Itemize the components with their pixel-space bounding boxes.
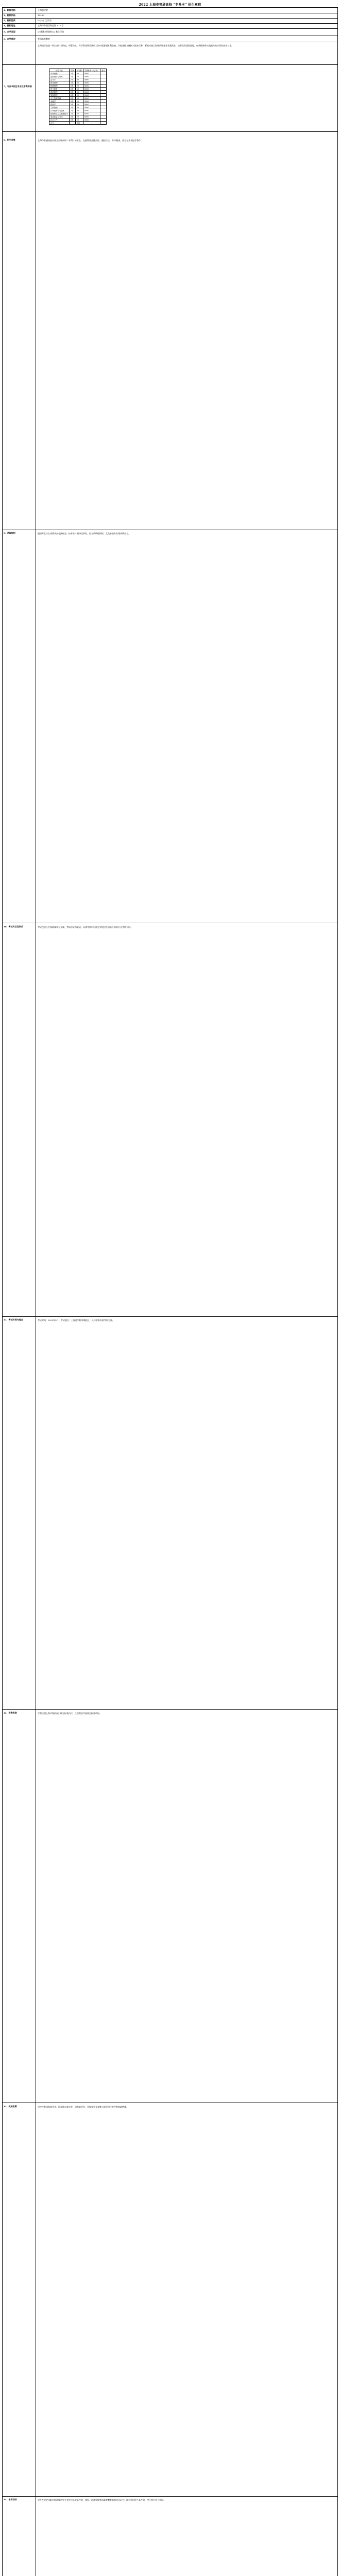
plan-cell: 6500 [83, 109, 100, 112]
plan-cell: 30 [75, 109, 83, 112]
row-label: 1、院校名称 [4, 9, 15, 11]
plan-cell: 30 [75, 78, 83, 81]
section-text: 上海市普通高校应届全日制高职（专科）毕业生，在校期间品德良好、遵纪守法，身体健康，符合专升本报考条件。 [38, 139, 143, 142]
section-divider [3, 1316, 337, 1317]
row-value: ☑ 普通本科院校 □ 独立学院 [38, 30, 64, 33]
plan-cell: 2年 [69, 115, 75, 118]
section-label: 9、录取规则 [4, 532, 15, 534]
intro-paragraph: 上海商学院是一所以商科为特色，经管为主，多学科协调发展的上海市属普通本科高校。学校坚持立德树人根本任务，紧密对接上海现代服务业发展需求，培养具有国际视野、创新精神和实践能力的应用型商业人才。 [38, 44, 233, 47]
row-label: 7、专升本招生专业及学费标准 [4, 85, 32, 88]
plan-cell: 5000 [83, 118, 100, 122]
section-label: 12、收费标准 [4, 1711, 17, 1714]
plan-cell: 工商管理 [49, 106, 70, 109]
plan-cell: 旅游管理 [49, 94, 70, 97]
row-label: 6、办学层次 [4, 38, 15, 40]
plan-header: 学费标准（元/年） [83, 69, 100, 72]
plan-cell: 20 [75, 88, 83, 91]
plan-cell: 20 [75, 103, 83, 106]
plan-cell: 5000 [83, 81, 100, 84]
plan-cell: 20 [75, 115, 83, 118]
plan-cell: 2年 [69, 118, 75, 122]
plan-table [49, 69, 107, 125]
plan-cell: 市场营销 [49, 72, 70, 75]
row-label: 4、院校地址 [4, 24, 15, 27]
row-label: 5、办学类型 [4, 30, 15, 33]
plan-cell: 20 [75, 100, 83, 103]
plan-cell: 物流管理 [49, 84, 70, 88]
plan-cell: 2年 [69, 78, 75, 81]
plan-cell: 2年 [69, 81, 75, 84]
plan-cell: 5000 [83, 100, 100, 103]
plan-cell: 2年 [69, 100, 75, 103]
section-label: 13、奖助政策 [4, 2105, 17, 2108]
row-value: ☑ 公办 □ 民办 [38, 19, 52, 22]
row-value: 10299 [38, 14, 44, 16]
plan-cell: 5000 [83, 106, 100, 109]
plan-cell: 6500 [83, 112, 100, 115]
plan-cell: 合计 [49, 122, 70, 125]
plan-cell: 2年 [69, 94, 75, 97]
plan-cell: 2年 [69, 75, 75, 78]
plan-cell: 20 [75, 118, 83, 122]
section-label: 10、考试科目及形式 [4, 925, 23, 928]
plan-cell: 财务管理 [49, 81, 70, 84]
plan-cell: 20 [75, 97, 83, 100]
plan-cell: 2年 [69, 112, 75, 115]
plan-cell: 食品质量与安全 [49, 115, 70, 118]
plan-cell: 30 [75, 72, 83, 75]
plan-cell: 5000 [83, 75, 100, 78]
section-text: 考试包括公共基础课和专业课，考试形式为笔试。具体考试科目详见学校招生网站公布的专业考试大纲。 [38, 926, 132, 928]
plan-cell: 2年 [69, 103, 75, 106]
section-divider [3, 2496, 337, 2497]
row-label: 2、院校代码 [4, 14, 15, 16]
plan-cell: 2年 [69, 72, 75, 75]
section-text: 学生在规定年限内修满规定学分并符合毕业条件的，颁发上海商学院普通高等教育本科毕业证书；符合学位授予条件的，授予相应学士学位。 [38, 2499, 165, 2501]
row-value: 上海商学院 [38, 9, 48, 11]
plan-cell: 5000 [83, 84, 100, 88]
section-text: 学校设有国家奖学金、国家励志奖学金、国家助学金、学校奖学金及勤工助学岗位等多种奖助措施。 [38, 2106, 128, 2108]
plan-cell: 5000 [83, 88, 100, 91]
plan-cell: 20 [75, 112, 83, 115]
plan-cell: 20 [75, 84, 83, 88]
plan-cell: 2年 [69, 88, 75, 91]
plan-cell: 会计学 [49, 78, 70, 81]
row-value: 上海市奉贤区海思路 123 号 [38, 24, 64, 27]
plan-cell: 酒店管理 [49, 91, 70, 94]
plan-cell: 2年 [69, 97, 75, 100]
plan-cell: 5000 [83, 91, 100, 94]
plan-cell: 国际经济与贸易 [49, 75, 70, 78]
plan-cell: 20 [75, 75, 83, 78]
section-label: 8、招生对象 [4, 139, 15, 141]
plan-header: 学制 [69, 69, 75, 72]
plan-cell: 2年 [69, 106, 75, 109]
plan-cell [69, 122, 75, 125]
plan-cell: 金融学 [49, 100, 70, 103]
plan-cell: 投资学 [49, 103, 70, 106]
plan-cell [83, 122, 100, 125]
section-label: 14、学历证书 [4, 2498, 17, 2501]
charter-table [2, 7, 338, 2576]
plan-cell: 5000 [83, 103, 100, 106]
section-text: 学费按照上海市物价部门核定标准执行，住宿费按学校规定标准收取。 [38, 1712, 101, 1715]
plan-cell: 数据科学与大数据技术 [49, 112, 70, 115]
plan-cell: 360 [75, 122, 83, 125]
plan-cell: 人力资源管理 [49, 97, 70, 100]
plan-cell: 5000 [83, 94, 100, 97]
section-text: 考试时间：2022年5月；考试地点：上海商学院奉浦校区，具体安排以准考证为准。 [38, 1319, 114, 1321]
plan-cell: 6500 [83, 115, 100, 118]
plan-cell: 计算机科学与技术 [49, 109, 70, 112]
plan-cell: 2年 [69, 109, 75, 112]
plan-cell: 电子商务 [49, 88, 70, 91]
plan-header: 招生专业 [49, 69, 70, 72]
document-title: 2022 上海市普通高校 “专升本” 招生章程 [139, 3, 201, 7]
plan-cell: 20 [75, 94, 83, 97]
row-value: 普通高等教育 [38, 38, 50, 40]
plan-cell: 20 [75, 81, 83, 84]
section-divider [3, 1709, 337, 1710]
plan-cell: 5000 [83, 72, 100, 75]
row-label: 3、院校性质 [4, 19, 15, 22]
plan-header: 备注 [100, 69, 107, 72]
plan-cell: 5000 [83, 78, 100, 81]
plan-cell: 30 [75, 106, 83, 109]
section-text: 根据考生综合成绩从高分到低分，按专业计划择优录取。综合成绩相同时，优先录取专业课成绩高者。 [38, 532, 130, 535]
plan-cell [100, 122, 107, 125]
section-label: 11、考试时间与地点 [4, 1318, 23, 1321]
plan-cell: 2年 [69, 91, 75, 94]
plan-cell: 5000 [83, 97, 100, 100]
plan-cell: 社会工作 [49, 118, 70, 122]
plan-header: 计划数 [75, 69, 83, 72]
plan-cell: 2年 [69, 84, 75, 88]
plan-cell: 20 [75, 91, 83, 94]
plan-row [49, 122, 107, 125]
